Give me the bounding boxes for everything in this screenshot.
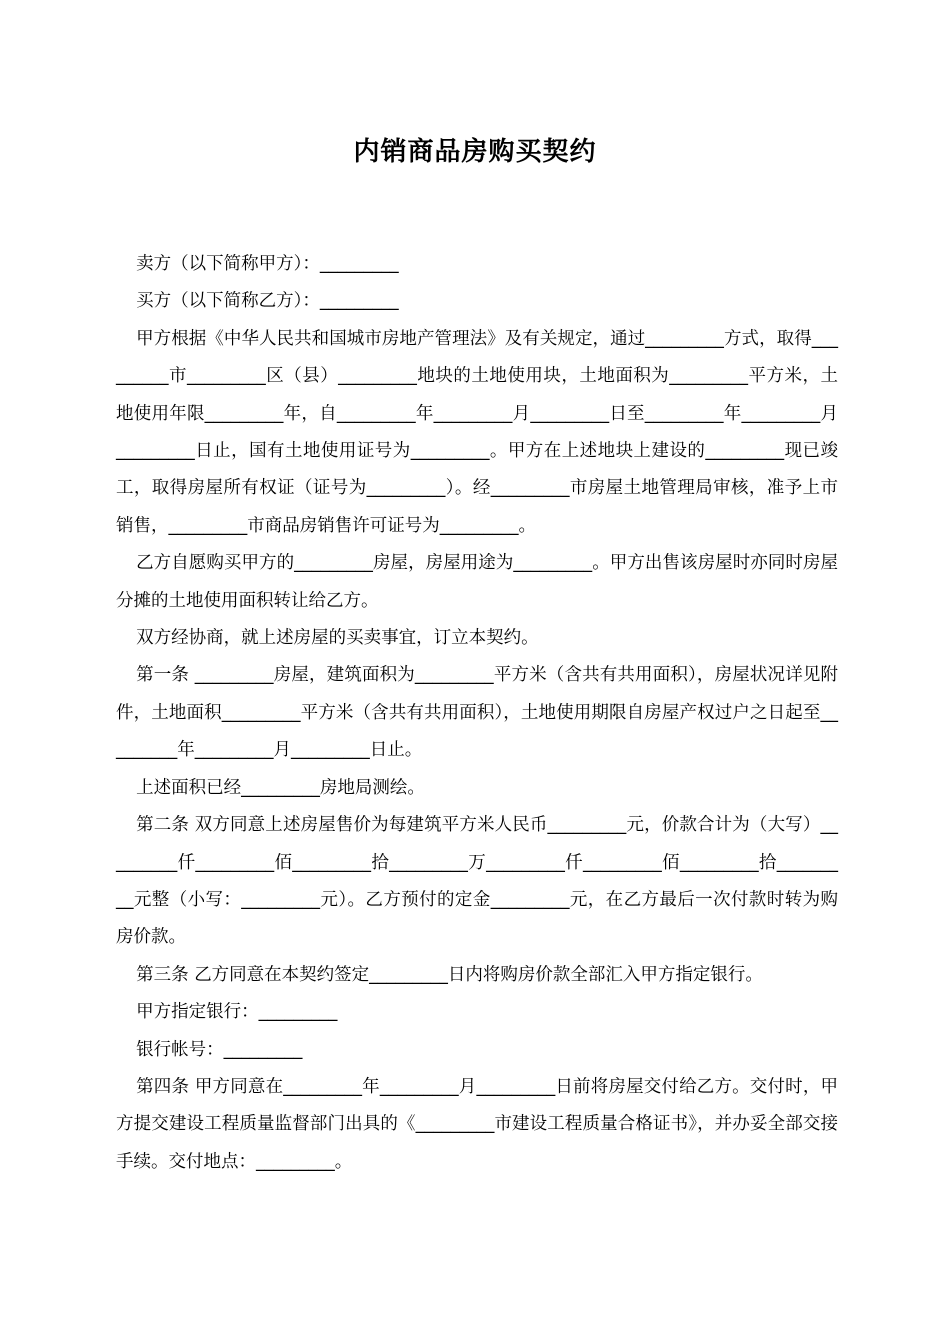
- paragraph-designated-bank: 甲方指定银行：_________: [136, 1002, 338, 1023]
- paragraph-seller: 卖方（以下简称甲方）：_________: [136, 254, 399, 274]
- paragraph-agreement: 双方经协商，就上述房屋的买卖事宜，订立本契约。: [136, 628, 539, 649]
- paragraph-article-2: 第二条 双方同意上述房屋售价为每建筑平方米人民币_________元，价款合计为（大写）_________仟_________佰_________拾_________万_________仟_________佰_________拾_________元整（小写：_________元）。乙方预付的定金_________元，在乙方最后一次付款时转为购房价款。: [116, 815, 838, 948]
- document-body: [116, 246, 838, 1181]
- paragraph-bank-account: 银行帐号：_________: [136, 1039, 303, 1060]
- paragraph-purchase-intent: 乙方自愿购买甲方的_________房屋，房屋用途为_________。甲方出售该房屋时亦同时房屋分摊的土地使用面积转让给乙方。: [116, 553, 838, 611]
- paragraph-survey: 上述面积已经_________房地局测绘。: [136, 777, 425, 798]
- document-title: 内销商品房购买契约: [353, 137, 597, 167]
- paragraph-article-1: 第一条 _________房屋，建筑面积为_________平方米（含共有共用面积），房屋状况详见附件，土地面积_________平方米（含共有共用面积），土地使用期限自房屋产权过户之日起至_________年_________月_________日止。: [116, 665, 838, 761]
- paragraph-buyer: 买方（以下简称乙方）：_________: [136, 291, 399, 312]
- paragraph-article-4: 第四条 甲方同意在_________年_________月_________日前将房屋交付给乙方。交付时，甲方提交建设工程质量监督部门出具的《_________市建设工程质量合格证书》，并办妥全部交接手续。交付地点：_________。: [116, 1076, 838, 1172]
- paragraph-land-basis: 甲方根据《中华人民共和国城市房地产管理法》及有关规定，通过_________方式，取得_________市_________区（县）_________地块的土地使用块，土地面积为_________平方米，土地使用年限_________年，自_________年_________月_________日至_________年_________月_________日止，国有土地使用证号为_________。甲方在上述地块上建设的_________现已竣工，取得房屋所有权证（证号为_________）。经_________市房屋土地管理局审核，准予上市销售，_________市商品房销售许可证号为_________。: [116, 328, 838, 536]
- paragraph-article-3: 第三条 乙方同意在本契约签定_________日内将购房价款全部汇入甲方指定银行。: [136, 964, 763, 985]
